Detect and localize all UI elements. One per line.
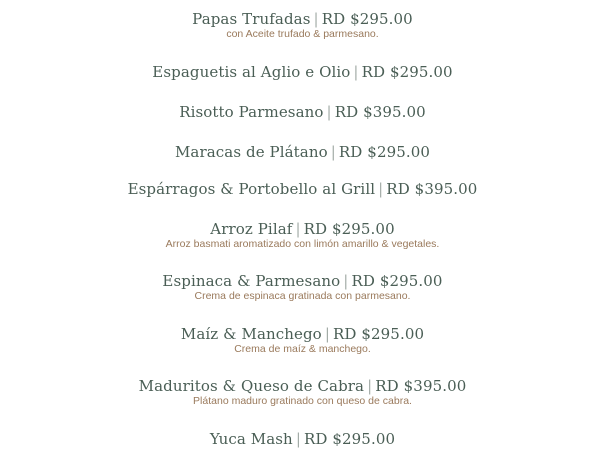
menu-item-arroz-pilaf [0,220,605,251]
menu-item-name: Espaguetis al Aglio e Olio [152,63,351,81]
menu-item-maracas [0,143,605,161]
price-separator: | [330,143,336,161]
menu-item-name: Maracas de Plátano [174,143,328,161]
menu-item-title [0,430,605,448]
menu-item-name: Espárragos & Portobello al Grill [127,180,376,198]
menu-item-name: Maduritos & Queso de Cabra [138,377,365,395]
menu-item-price: RD $395.00 [375,377,467,395]
menu-item-title [0,377,605,395]
menu-item-papas-trufadas [0,10,605,41]
menu-item-description: Crema de maíz & manchego. [234,343,371,355]
menu-item-description: con Aceite trufado & parmesano. [226,28,379,40]
menu-item-price: RD $295.00 [303,430,396,448]
menu-item-yuca-mash [0,430,605,448]
price-separator: | [378,180,384,198]
price-separator: | [295,430,301,448]
menu-item-title [0,325,605,343]
menu-item-price: RD $295.00 [332,325,425,343]
menu-item-price: RD $395.00 [334,103,426,121]
menu-item-name: Espinaca & Parmesano [162,272,341,290]
menu-item-price: RD $295.00 [351,272,443,290]
menu-item-esparragos [0,180,605,198]
menu-item-price: RD $295.00 [338,143,431,161]
menu-item-espinaca [0,272,605,303]
menu-item-price: RD $295.00 [303,220,395,238]
menu-item-price: RD $295.00 [321,10,413,28]
menu-item-title [0,143,605,161]
price-separator: | [353,63,359,81]
menu-item-name: Yuca Mash [209,430,293,448]
menu-item-title [0,63,605,81]
menu-item-title [0,180,605,198]
menu-item-name: Maíz & Manchego [180,325,322,343]
menu-item-name: Papas Trufadas [192,10,311,28]
menu-item-name: Arroz Pilaf [210,220,293,238]
menu-item-description: Crema de espinaca gratinada con parmesano. [194,290,411,302]
price-separator: | [295,220,301,238]
menu-item-name: Risotto Parmesano [179,103,324,121]
price-separator: | [313,10,319,28]
price-separator: | [367,377,373,395]
menu-item-description: Arroz basmati aromatizado con limón amarillo & vegetales. [165,238,440,250]
menu-item-risotto [0,103,605,121]
menu-item-price: RD $395.00 [386,180,478,198]
menu-item-title [0,272,605,290]
menu-item-maiz [0,325,605,356]
menu-item-price: RD $295.00 [361,63,453,81]
menu-item-title [0,103,605,121]
menu-item-maduritos [0,377,605,408]
price-separator: | [343,272,349,290]
menu-item-title [0,220,605,238]
menu-item-espaguetis [0,63,605,81]
price-separator: | [326,103,332,121]
menu-item-title [0,10,605,28]
menu-item-description: Plátano maduro gratinado con queso de cabra. [193,395,412,407]
price-separator: | [324,325,330,343]
